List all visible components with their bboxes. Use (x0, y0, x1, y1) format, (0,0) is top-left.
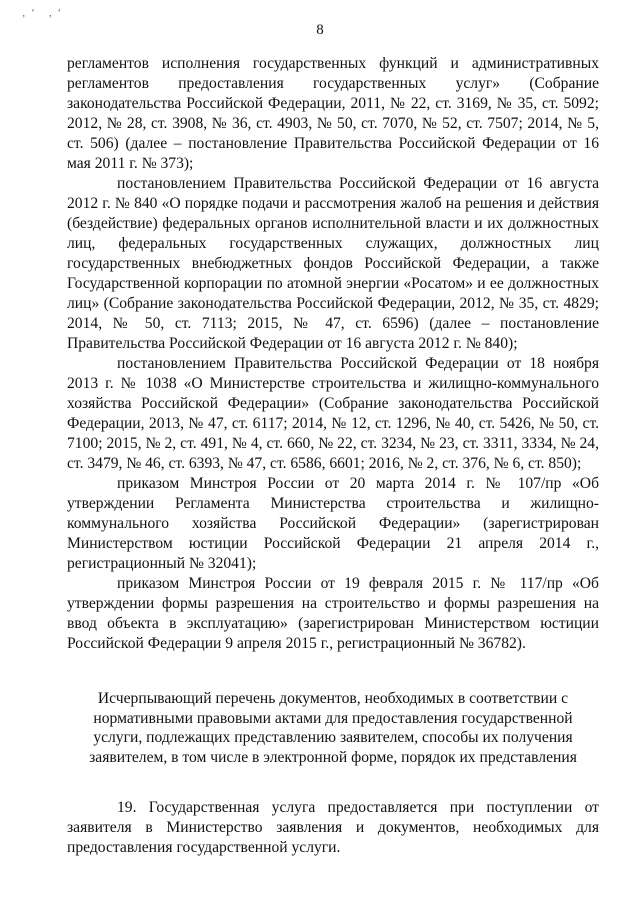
page-number: 8 (316, 22, 324, 38)
paragraph-decree-1038: постановлением Правительства Российской Федерации от 18 ноября 2013 г. № 1038 «О Министерстве строительства и жилищно-коммунального хозяйства Российской Федерации» (Собрание законодательства Российской Федерации, 2013, № 47, ст. 6117; 2014, № 12, ст. 1296, № 40, ст. 5426, № 50, ст. 7100; 2015, № 2, ст. 491, № 4, ст. 660, № 22, ст. 3234, № 23, ст. 3311, 3334, № 24, ст. 3479, № 46, ст. 6393, № 47, ст. 6586, 6601; 2016, № 2, ст. 376, № 6, ст. 850); (67, 355, 599, 472)
paragraph-19: 19. Государственная услуга предоставляется при поступлении от заявителя в Министерство заявления и документов, необходимых для предоставления государственной услуги. (67, 799, 599, 856)
paragraph-decree-840: постановлением Правительства Российской Федерации от 16 августа 2012 г. № 840 «О порядке подачи и рассмотрения жалоб на решения и действия (бездействие) федеральных органов исполнительной власти и их должностных лиц, федеральных государственных служащих, должностных лиц государственных внебюджетных фондов Российской Федерации, а также Государственной корпорации по атомной энергии «Росатом» и ее должностных лиц» (Собрание законодательства Российской Федерации, 2012, № 35, ст. 4829; 2014, № 50, ст. 7113; 2015, № 47, ст. 6596) (далее – постановление Правительства Российской Федерации от 16 августа 2012 г. № 840); (67, 175, 599, 352)
paragraph-order-117: приказом Минстроя России от 19 февраля 2015 г. № 117/пр «Об утверждении формы разрешения на строительство и формы разрешения на ввод объекта в эксплуатацию» (зарегистрирован Министерством юстиции Российской Федерации 9 апреля 2015 г., регистрационный № 36782). (67, 575, 599, 652)
section-heading: Исчерпывающий перечень документов, необходимых в соответствии с нормативными правовыми актами для предоставления государственной услуги, подлежащих представлению заявителем, способы их получения заявителем, в том числе в электронной форме, порядок их представления (89, 690, 577, 766)
paragraph-continuation: регламентов исполнения государственных функций и административных регламентов предоставления государственных услуг» (Собрание законодательства Российской Федерации, 2011, № 22, ст. 3169, № 35, ст. 5092; 2012, № 28, ст. 3908, № 36, ст. 4903, № 50, ст. 7070, № 52, ст. 7507; 2014, № 5, ст. 506) (далее – постановление Правительства Российской Федерации от 16 мая 2011 г. № 373); (67, 55, 599, 172)
scan-corner-marks: ‚ʻ ,ʻ (22, 8, 67, 19)
paragraph-order-107: приказом Минстроя России от 20 марта 2014 г. № 107/пр «Об утверждении Регламента Министерства строительства и жилищно-коммунального хозяйства Российской Федерации» (зарегистрирован Министерством юстиции Российской Федерации 21 апреля 2014 г., регистрационный № 32041); (67, 475, 599, 572)
document-body (67, 54, 599, 858)
